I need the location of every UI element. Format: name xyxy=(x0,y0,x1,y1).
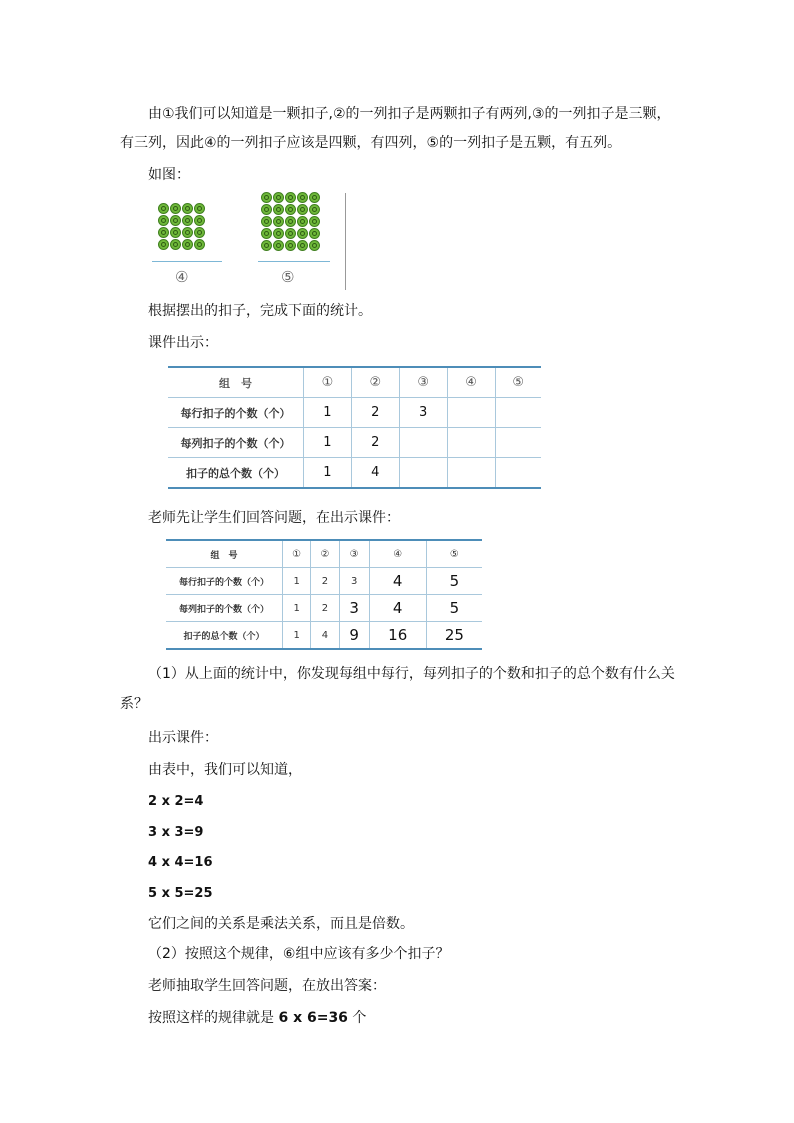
paragraph-relationship: 它们之间的关系是乘法关系，而且是倍数。 xyxy=(148,916,414,932)
table-row xyxy=(168,428,541,458)
paragraph-intro-1: 由①我们可以知道是一颗扣子,②的一列扣子是两颗扣子有两列,③的一列扣子是三颗， xyxy=(148,106,671,122)
table-cell: 1 xyxy=(304,428,352,458)
button-dot xyxy=(170,215,181,226)
table-cell: 组 号 xyxy=(219,376,252,390)
table-cell xyxy=(495,398,541,428)
button-dot xyxy=(182,215,193,226)
figure-label-4: ④ xyxy=(175,268,189,286)
button-dot xyxy=(285,204,296,215)
button-dot xyxy=(273,240,284,251)
figure-divider xyxy=(345,193,346,290)
paragraph-courseware-2: 出示课件： xyxy=(148,730,218,746)
answer-prefix: 按照这样的规律就是 xyxy=(148,1010,279,1026)
paragraph-instruction: 根据摆出的扣子，完成下面的统计。 xyxy=(148,303,372,319)
button-dot xyxy=(170,239,181,250)
button-dot xyxy=(309,216,320,227)
table-cell: 3 xyxy=(399,398,447,428)
button-dot xyxy=(285,240,296,251)
table-cell: ⑤ xyxy=(426,540,482,568)
table-cell: 每行扣子的个数（个） xyxy=(168,398,304,428)
table-cell: 2 xyxy=(351,428,399,458)
baseline-4 xyxy=(152,261,222,262)
question-1-line-1: （1）从上面的统计中，你发现每组中每行，每列扣子的个数和扣子的总个数有什么关 xyxy=(148,666,675,682)
button-dot xyxy=(309,240,320,251)
button-dot xyxy=(158,227,169,238)
table-cell-answer: 4 xyxy=(369,568,426,595)
button-dot xyxy=(261,192,272,203)
button-dot xyxy=(273,192,284,203)
table-cell: 每列扣子的个数（个） xyxy=(168,428,304,458)
button-dot xyxy=(261,228,272,239)
button-dot xyxy=(309,204,320,215)
table-cell xyxy=(495,458,541,489)
table-cell-answer: 9 xyxy=(339,622,369,650)
button-dot xyxy=(170,227,181,238)
button-grid-5 xyxy=(261,192,320,251)
table-header-row xyxy=(168,367,541,398)
button-dot xyxy=(194,227,205,238)
table-cell: 1 xyxy=(304,458,352,489)
table-cell: 每列扣子的个数（个） xyxy=(166,595,283,622)
table-cell: ① xyxy=(283,540,311,568)
table-cell: ⑤ xyxy=(495,367,541,398)
table-cell: 扣子的总个数（个） xyxy=(168,458,304,489)
table-cell-answer: 5 xyxy=(426,568,482,595)
button-dot xyxy=(182,203,193,214)
button-grid-4 xyxy=(158,203,205,250)
paragraph-courseware-1: 课件出示： xyxy=(148,335,218,351)
paragraph-from-table: 由表中，我们可以知道， xyxy=(148,762,302,778)
button-dot xyxy=(297,204,308,215)
button-dot xyxy=(194,215,205,226)
table-cell: 扣子的总个数（个） xyxy=(166,622,283,650)
button-dot xyxy=(170,203,181,214)
table-cell-answer: 5 xyxy=(426,595,482,622)
button-dot xyxy=(194,239,205,250)
table-cell: 1 xyxy=(283,595,311,622)
table-cell xyxy=(447,428,495,458)
table-row xyxy=(166,568,482,595)
table-cell-answer: 3 xyxy=(339,595,369,622)
table-cell: 3 xyxy=(339,568,369,595)
table-row xyxy=(168,398,541,428)
button-dot xyxy=(273,204,284,215)
table-cell xyxy=(447,398,495,428)
table-cell xyxy=(399,458,447,489)
table-cell: 4 xyxy=(311,622,339,650)
figure-label-5: ⑤ xyxy=(281,268,295,286)
button-dot xyxy=(158,215,169,226)
table-cell: 2 xyxy=(311,595,339,622)
equation-2: 3 x 3=9 xyxy=(148,825,204,840)
table-cell xyxy=(495,428,541,458)
button-dot xyxy=(261,204,272,215)
button-dot xyxy=(297,192,308,203)
table-cell-answer: 25 xyxy=(426,622,482,650)
table-cell: 1 xyxy=(283,622,311,650)
button-dot xyxy=(309,228,320,239)
table-row xyxy=(166,622,482,650)
paragraph-teacher-2: 老师抽取学生回答问题，在放出答案： xyxy=(148,978,386,994)
button-dot xyxy=(273,216,284,227)
answer-suffix: 个 xyxy=(347,1010,367,1026)
button-dot xyxy=(158,239,169,250)
table-cell xyxy=(447,458,495,489)
button-dot xyxy=(261,240,272,251)
button-dot xyxy=(285,228,296,239)
paragraph-answer xyxy=(148,1008,366,1028)
baseline-5 xyxy=(258,261,330,262)
button-dot xyxy=(158,203,169,214)
table-cell: 2 xyxy=(351,398,399,428)
table-cell: 1 xyxy=(283,568,311,595)
table-cell: ④ xyxy=(447,367,495,398)
table-cell xyxy=(399,428,447,458)
table-header-row xyxy=(166,540,482,568)
button-dot xyxy=(182,239,193,250)
stats-table-filled xyxy=(166,539,482,650)
stats-table-blank xyxy=(168,366,541,489)
button-dot xyxy=(297,216,308,227)
table-cell: ③ xyxy=(399,367,447,398)
equation-4: 5 x 5=25 xyxy=(148,886,213,901)
table-cell: 2 xyxy=(311,568,339,595)
table-cell: 每行扣子的个数（个） xyxy=(166,568,283,595)
button-dot xyxy=(285,192,296,203)
button-dot xyxy=(182,227,193,238)
table-cell-answer: 4 xyxy=(369,595,426,622)
equation-3: 4 x 4=16 xyxy=(148,855,213,870)
table-cell: 1 xyxy=(304,398,352,428)
paragraph-figure-caption: 如图： xyxy=(148,167,190,183)
table-cell: ② xyxy=(311,540,339,568)
paragraph-teacher-1: 老师先让学生们回答问题，在出示课件： xyxy=(148,510,400,526)
table-cell-answer: 16 xyxy=(369,622,426,650)
button-dot xyxy=(309,192,320,203)
question-2: （2）按照这个规律，⑥组中应该有多少个扣子？ xyxy=(148,946,450,962)
table-cell: 4 xyxy=(351,458,399,489)
button-dot xyxy=(297,228,308,239)
table-cell: ④ xyxy=(369,540,426,568)
question-1-line-2: 系？ xyxy=(120,696,148,712)
table-cell: ② xyxy=(351,367,399,398)
button-dot xyxy=(194,203,205,214)
button-dot xyxy=(261,216,272,227)
button-dot xyxy=(297,240,308,251)
answer-equation: 6 x 6=36 xyxy=(278,1010,348,1026)
equation-1: 2 x 2=4 xyxy=(148,794,204,809)
buttons-figure xyxy=(148,190,358,290)
table-cell: 组 号 xyxy=(210,550,238,561)
table-row xyxy=(166,595,482,622)
table-cell: ① xyxy=(304,367,352,398)
table-cell: ③ xyxy=(339,540,369,568)
table-row xyxy=(168,458,541,489)
button-dot xyxy=(273,228,284,239)
button-dot xyxy=(285,216,296,227)
paragraph-intro-2: 有三列，因此④的一列扣子应该是四颗，有四列，⑤的一列扣子是五颗，有五列。 xyxy=(120,135,622,151)
